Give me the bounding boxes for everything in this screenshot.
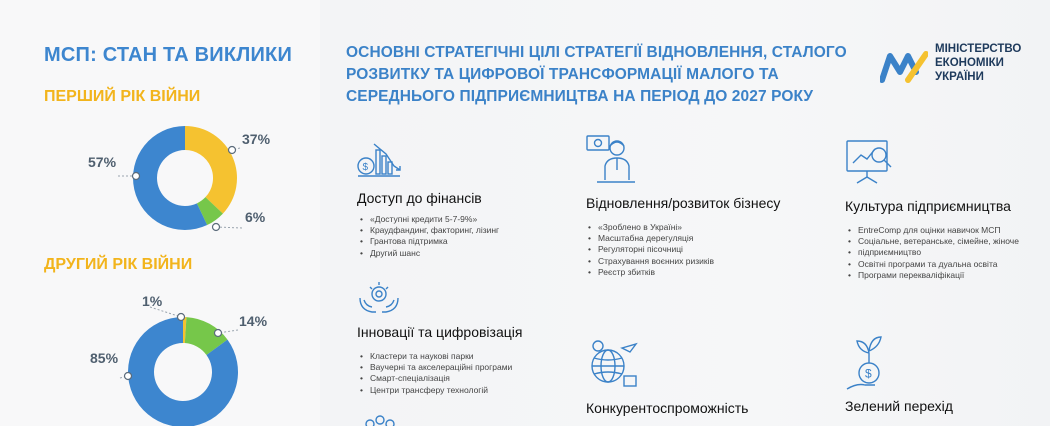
goal-list-finance [360, 214, 499, 259]
list-item: • Реєстр збитків [588, 267, 714, 278]
page-title [346, 42, 866, 108]
ministry-name-line-2: ЕКОНОМІКИ [935, 57, 1004, 69]
globe-logistics-icon [584, 338, 640, 390]
goal-heading-green: Зелений перехід [845, 398, 953, 414]
goal-heading-innovation: Інновації та цифровізація [357, 324, 523, 340]
finance-chart-icon [356, 140, 402, 180]
chart2-label-2: 14% [239, 313, 268, 329]
page-title-line-3: СЕРЕДНЬОГО ПІДПРИЄМНИЦТВА НА ПЕРІОД ДО 2027 РОКУ [346, 88, 814, 105]
list-item: • Соціальне, ветеранське, сімейне, жіноче [848, 236, 1019, 247]
goal-heading-business: Відновлення/розвиток бізнесу [586, 195, 781, 211]
list-item: • Центри трансферу технологій [360, 385, 512, 396]
list-item: • Ваучерні та акселераційні програми [360, 362, 512, 373]
chart1-label-2: 37% [242, 131, 271, 147]
business-person-icon [585, 130, 637, 186]
chart1-leader-dot [133, 173, 140, 180]
list-item: • Другий шанс [360, 248, 499, 259]
goal-heading-finance: Доступ до фінансів [357, 190, 482, 206]
goal-list-innovation [360, 351, 512, 396]
goal-heading-competitiveness: Конкурентоспроможність [586, 400, 749, 416]
donut-charts [0, 0, 320, 426]
list-item: • Програми перекваліфікації [848, 270, 1019, 281]
list-item: • Освітні програми та дуальна освіта [848, 259, 1019, 270]
chart1-slice-2 [185, 126, 237, 214]
year2-label: ДРУГИЙ РІК ВІЙНИ [44, 256, 193, 273]
list-item: • Масштабна дерегуляція [588, 233, 714, 244]
innovation-bulb-icon [356, 280, 402, 316]
chart1-label-3: 6% [245, 209, 266, 225]
board-analytics-icon [843, 137, 895, 187]
page-title-line-2: РОЗВИТКУ ТА ЦИФРОВОЇ ТРАНСФОРМАЦІЇ МАЛОГО ТА [346, 66, 779, 83]
list-item: • EntreComp для оцінки навичок МСП [848, 225, 1019, 236]
left-title: МСП: СТАН ТА ВИКЛИКИ [44, 44, 293, 66]
list-item: • Грантова підтримка [360, 236, 499, 247]
year1-label: ПЕРШИЙ РІК ВІЙНИ [44, 88, 201, 105]
ministry-logo-icon [880, 50, 928, 84]
list-item: • підприємництво [848, 247, 1019, 258]
list-item: • Регуляторні пісочниці [588, 244, 714, 255]
chart2-label-3: 1% [142, 293, 163, 309]
list-item: • Кластери та наукові парки [360, 351, 512, 362]
goal-list-business [588, 222, 714, 278]
chart1-label-1: 57% [88, 154, 117, 170]
ministry-name [935, 42, 1021, 84]
chart2-leader-dot [215, 330, 222, 337]
svg-text:$: $ [865, 366, 872, 381]
chart1-leader-dot [213, 224, 220, 231]
ministry-name-line-1: МІНІСТЕРСТВО [935, 43, 1022, 55]
chart2-label-1: 85% [90, 350, 119, 366]
chart1-leader-dot [229, 147, 236, 154]
goal-heading-culture: Культура підприємництва [845, 198, 1011, 214]
ministry-name-line-3: УКРАЇНИ [935, 71, 984, 83]
list-item: • Страхування воєнних ризиків [588, 256, 714, 267]
network-icon [360, 414, 400, 426]
chart2-leader-dot [125, 373, 132, 380]
green-money-plant-icon [845, 333, 893, 391]
list-item: • «Доступні кредити 5-7-9%» [360, 214, 499, 225]
list-item: • «Зроблено в Україні» [588, 222, 714, 233]
list-item: • Краудфандинг, факторинг, лізинг [360, 225, 499, 236]
svg-text:$: $ [362, 162, 369, 173]
chart2-leader-dot [178, 314, 185, 321]
page-title-line-1: ОСНОВНІ СТРАТЕГІЧНІ ЦІЛІ СТРАТЕГІЇ ВІДНОВЛЕННЯ, СТАЛОГО [346, 44, 847, 61]
goal-list-culture [848, 225, 1019, 281]
list-item: • Смарт-спеціалізація [360, 373, 512, 384]
